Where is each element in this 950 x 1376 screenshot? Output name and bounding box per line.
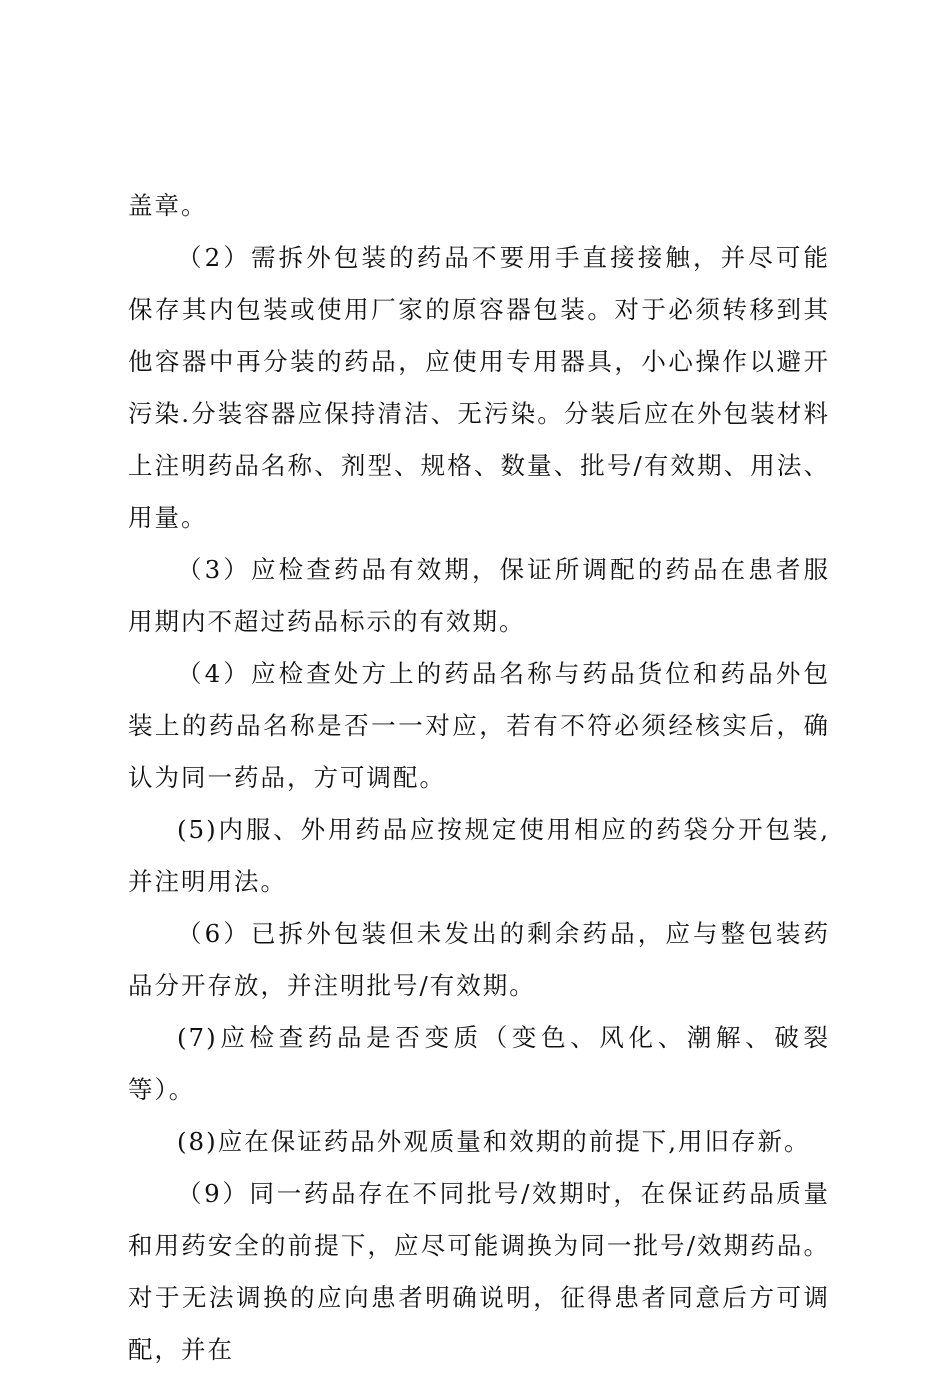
document-body [128, 180, 830, 1376]
paragraph-item-4: （4）应检查处方上的药品名称与药品货位和药品外包装上的药品名称是否一一对应，若有不符必须经核实后，确认为同一药品，方可调配。 [128, 659, 830, 792]
paragraph-item-7: (7)应检查药品是否变质（变色、风化、潮解、破裂等）。 [128, 1023, 830, 1104]
paragraph-continuation: 盖章。 [128, 191, 208, 220]
paragraph-item-5: (5)内服、外用药品应按规定使用相应的药袋分开包装,并注明用法。 [128, 815, 830, 896]
paragraph-item-6: （6）已拆外包装但未发出的剩余药品，应与整包装药品分开存放，并注明批号/有效期。 [128, 919, 830, 1000]
paragraph-item-3: （3）应检查药品有效期，保证所调配的药品在患者服用期内不超过药品标示的有效期。 [128, 555, 830, 636]
paragraph-item-2: （2）需拆外包装的药品不要用手直接接触，并尽可能保存其内包装或使用厂家的原容器包装。对于必须转移到其他容器中再分装的药品，应使用专用器具，小心操作以避开污染.分装容器应保持清洁、无污染。分装后应在外包装材料上注明药品名称、剂型、规格、数量、批号/有效期、用法、用量。 [128, 243, 830, 532]
paragraph-item-8: (8)应在保证药品外观质量和效期的前提下,用旧存新。 [177, 1127, 811, 1156]
paragraph-item-9: （9）同一药品存在不同批号/效期时，在保证药品质量和用药安全的前提下，应尽可能调换为同一批号/效期药品。对于无法调换的应向患者明确说明，征得患者同意后方可调配，并在 [128, 1179, 830, 1364]
